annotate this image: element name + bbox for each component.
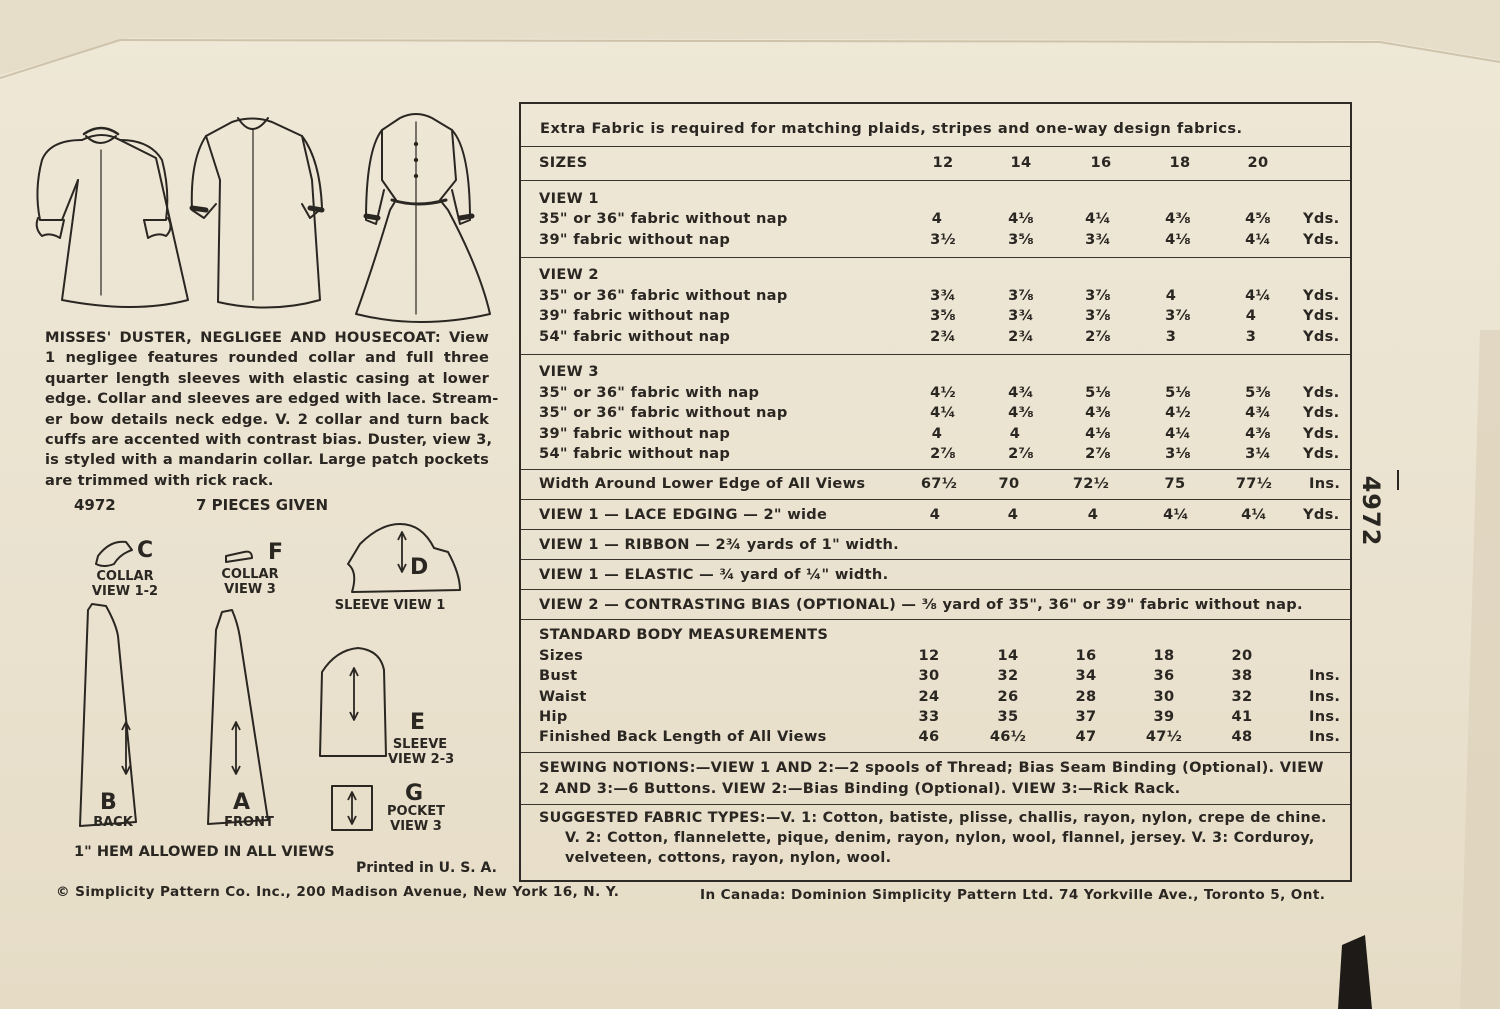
row-unit: Yds. <box>1303 328 1340 345</box>
sewing-notions-line: 2 AND 3:—6 Buttons. VIEW 2:—Bias Binding (Optional). VIEW 3:—Rick Rack. <box>539 780 1181 797</box>
piece-label-a: FRONT <box>224 815 274 830</box>
row-value: 3⅞ <box>1085 307 1111 324</box>
row-value: 26 <box>997 688 1019 705</box>
piece-letter-b: B <box>100 790 117 815</box>
row-value: 4 <box>929 506 941 523</box>
row-value: 41 <box>1231 708 1253 725</box>
row-value: 4¼ <box>1245 231 1271 248</box>
row-value: 4¼ <box>1163 506 1189 523</box>
fabric-types-line: SUGGESTED FABRIC TYPES:—V. 1: Cotton, batiste, plisse, challis, rayon, nylon, crepe de chine. <box>539 810 1327 826</box>
row-value: 4⅝ <box>1245 210 1271 227</box>
row-value: 4 <box>931 425 943 442</box>
row-label: Waist <box>539 688 587 705</box>
table-divider <box>521 354 1350 355</box>
row-value: 3 <box>1245 328 1257 345</box>
row-value: 2¾ <box>930 328 956 345</box>
size-col-16: 16 <box>1090 154 1112 171</box>
fabric-types-line: V. 2: Cotton, flannelette, pique, denim, rayon, nylon, wool, flannel, jersey. V. 3: Corduroy, <box>565 830 1315 846</box>
row-unit: Yds. <box>1303 384 1340 401</box>
row-value: 3¾ <box>1085 231 1111 248</box>
table-divider <box>521 559 1350 560</box>
row-value: 46½ <box>989 728 1027 745</box>
row-value: 5⅛ <box>1165 384 1191 401</box>
row-value: 36 <box>1153 667 1175 684</box>
row-value: 4 <box>1165 287 1177 304</box>
piece-label-c-line2: VIEW 1-2 <box>91 584 159 599</box>
row-value: 4¼ <box>930 404 956 421</box>
row-value: 4⅜ <box>1085 404 1111 421</box>
row-label: 35" or 36" fabric with nap <box>539 384 760 401</box>
collar-f-piece <box>226 552 252 562</box>
view-1-sketch <box>37 128 188 307</box>
piece-label-f-line2: VIEW 3 <box>224 582 276 597</box>
row-label: Hip <box>539 708 568 725</box>
row-unit: Ins. <box>1309 728 1341 745</box>
row-value: 28 <box>1075 688 1097 705</box>
row-value: 12 <box>918 647 940 664</box>
row-unit: Yds. <box>1303 231 1340 248</box>
table-divider <box>521 469 1350 470</box>
printed-in: Printed in U. S. A. <box>356 860 497 876</box>
row-value: 4⅛ <box>1008 210 1034 227</box>
piece-label-b: BACK <box>93 815 133 830</box>
row-value: 4¼ <box>1085 210 1111 227</box>
row-value: 14 <box>997 647 1019 664</box>
row-unit: Ins. <box>1309 667 1341 684</box>
row-label: 35" or 36" fabric without nap <box>539 404 788 421</box>
size-col-20: 20 <box>1247 154 1269 171</box>
row-value: 5⅛ <box>1085 384 1111 401</box>
description-line: er bow details neck edge. V. 2 collar and turn back <box>45 410 489 428</box>
fabric-types-line: velveteen, cottons, rayon, nylon, wool. <box>565 850 892 866</box>
extra-fabric-note: Extra Fabric is required for matching plaids, stripes and one-way design fabrics. <box>540 120 1243 137</box>
piece-label-d: SLEEVE VIEW 1 <box>334 598 446 613</box>
size-col-14: 14 <box>1010 154 1032 171</box>
row-label: 54" fabric without nap <box>539 445 731 462</box>
side-pattern-number-text: 4972 <box>1357 475 1385 547</box>
description-line: is styled with a mandarin collar. Large patch pockets <box>45 451 489 469</box>
piece-letter-e: E <box>410 710 426 735</box>
row-value: 18 <box>1153 647 1175 664</box>
elastic-row: VIEW 1 — ELASTIC — ¾ yard of ¼" width. <box>539 566 889 583</box>
row-value: 4 <box>1087 506 1099 523</box>
row-value: 4¼ <box>1165 425 1191 442</box>
table-divider <box>521 752 1350 753</box>
row-value: 4 <box>1245 307 1257 324</box>
table-divider <box>521 619 1350 620</box>
size-col-12: 12 <box>932 154 954 171</box>
piece-label-g-line1: POCKET <box>387 804 445 819</box>
row-value: 4 <box>931 210 943 227</box>
view-1-title: VIEW 1 <box>539 190 599 207</box>
row-value: 35 <box>997 708 1019 725</box>
row-value: 30 <box>1153 688 1175 705</box>
row-value: 24 <box>918 688 940 705</box>
table-divider <box>521 499 1350 500</box>
row-value: 4¼ <box>1245 287 1271 304</box>
row-label: 39" fabric without nap <box>539 231 731 248</box>
row-unit: Ins. <box>1309 475 1341 492</box>
row-value: 3¾ <box>930 287 956 304</box>
row-value: 75 <box>1164 475 1186 492</box>
table-divider <box>521 257 1350 258</box>
piece-label-e-line1: SLEEVE <box>392 737 448 752</box>
pieces-given: 7 PIECES GIVEN <box>196 496 329 514</box>
piece-label-e-line2: VIEW 2-3 <box>388 752 455 767</box>
row-unit: Yds. <box>1303 445 1340 462</box>
garment-sketches <box>20 100 510 330</box>
row-value: 3¼ <box>1245 445 1271 462</box>
row-unit: Ins. <box>1309 708 1341 725</box>
bias-row: VIEW 2 — CONTRASTING BIAS (OPTIONAL) — ⅜ yard of 35", 36" or 39" fabric without nap. <box>539 596 1303 613</box>
piece-letter-a: A <box>233 790 251 815</box>
row-value: 32 <box>997 667 1019 684</box>
row-value: 4½ <box>1165 404 1191 421</box>
row-value: 4¼ <box>1241 506 1267 523</box>
description-line: are trimmed with rick rack. <box>45 471 274 489</box>
row-unit: Yds. <box>1303 210 1340 227</box>
row-value: 47½ <box>1145 728 1183 745</box>
row-value: 2⅞ <box>1008 445 1034 462</box>
row-unit: Yds. <box>1303 287 1340 304</box>
row-value: 4⅛ <box>1085 425 1111 442</box>
description-line: edge. Collar and sleeves are edged with lace. Stream- <box>45 390 499 408</box>
row-value: 3¾ <box>1008 307 1034 324</box>
table-divider <box>521 589 1350 590</box>
piece-label-e <box>388 737 455 767</box>
row-value: 30 <box>918 667 940 684</box>
row-value: 72½ <box>1072 475 1110 492</box>
row-value: 3⅞ <box>1008 287 1034 304</box>
description-line: quarter length sleeves with elastic casing at lower <box>45 369 489 387</box>
size-col-18: 18 <box>1169 154 1191 171</box>
hem-note: 1" HEM ALLOWED IN ALL VIEWS <box>74 843 335 860</box>
publisher-footer: © Simplicity Pattern Co. Inc., 200 Madison Avenue, New York 16, N. Y. <box>56 884 620 900</box>
row-label: VIEW 1 — LACE EDGING — 2" wide <box>539 506 828 523</box>
row-value: 20 <box>1231 647 1253 664</box>
collar-c-piece <box>96 542 132 566</box>
row-value: 2⅞ <box>930 445 956 462</box>
row-value: 3⅞ <box>1085 287 1111 304</box>
row-label: 39" fabric without nap <box>539 307 731 324</box>
row-value: 47 <box>1075 728 1097 745</box>
row-value: 3½ <box>930 231 956 248</box>
view-2-sketch <box>192 118 322 308</box>
view-3-title: VIEW 3 <box>539 363 599 380</box>
row-value: 3⅛ <box>1165 445 1191 462</box>
pattern-number: 4972 <box>74 496 116 514</box>
piece-label-g <box>382 804 450 834</box>
view-3-sketch <box>356 114 490 322</box>
row-value: 4¾ <box>1008 384 1034 401</box>
row-value: 34 <box>1075 667 1097 684</box>
body-measurements-title: STANDARD BODY MEASUREMENTS <box>539 626 829 643</box>
row-label: 35" or 36" fabric without nap <box>539 210 788 227</box>
row-value: 46 <box>918 728 940 745</box>
row-value: 5⅜ <box>1245 384 1271 401</box>
row-value: 67½ <box>920 475 958 492</box>
row-label: 35" or 36" fabric without nap <box>539 287 788 304</box>
sizes-header: SIZES <box>539 154 588 171</box>
table-divider <box>521 146 1350 147</box>
row-value: 4⅜ <box>1008 404 1034 421</box>
row-unit: Yds. <box>1303 506 1340 523</box>
row-label: Finished Back Length of All Views <box>539 728 827 745</box>
row-value: 70 <box>998 475 1020 492</box>
row-value: 38 <box>1231 667 1253 684</box>
row-value: 2⅞ <box>1085 328 1111 345</box>
sewing-notions-line: SEWING NOTIONS:—VIEW 1 AND 2:—2 spools of Thread; Bias Seam Binding (Optional). VIEW <box>539 759 1324 776</box>
piece-letter-d: D <box>410 555 429 580</box>
pattern-description <box>45 328 499 491</box>
piece-label-f <box>218 567 282 597</box>
row-value: 3⅞ <box>1165 307 1191 324</box>
sleeve-e-piece <box>320 648 386 756</box>
piece-letter-c: C <box>137 538 154 563</box>
table-divider <box>521 180 1350 181</box>
row-value: 3⅝ <box>930 307 956 324</box>
row-value: 39 <box>1153 708 1175 725</box>
row-value: 4 <box>1009 425 1021 442</box>
row-value: 2¾ <box>1008 328 1034 345</box>
row-value: 2⅞ <box>1085 445 1111 462</box>
side-pattern-number <box>1351 466 1391 556</box>
row-value: 16 <box>1075 647 1097 664</box>
row-value: 3 <box>1165 328 1177 345</box>
row-value: 4½ <box>930 384 956 401</box>
row-value: 48 <box>1231 728 1253 745</box>
canada-footer: In Canada: Dominion Simplicity Pattern Ltd. 74 Yorkville Ave., Toronto 5, Ont. <box>700 887 1326 903</box>
table-divider <box>521 804 1350 805</box>
row-unit: Yds. <box>1303 404 1340 421</box>
row-label: Sizes <box>539 647 584 664</box>
row-label: Bust <box>539 667 578 684</box>
piece-letter-f: F <box>268 540 284 565</box>
table-divider <box>521 529 1350 530</box>
row-unit: Yds. <box>1303 307 1340 324</box>
piece-label-c-line1: COLLAR <box>96 569 154 584</box>
description-line: 1 negligee features rounded collar and full three <box>45 349 489 367</box>
row-value: 4⅛ <box>1165 231 1191 248</box>
row-value: 3⅝ <box>1008 231 1034 248</box>
description-line: cuffs are accented with contrast bias. Duster, view 3, <box>45 431 493 449</box>
row-value: 4⅜ <box>1245 425 1271 442</box>
row-value: 37 <box>1075 708 1097 725</box>
piece-label-c <box>90 569 160 599</box>
envelope-tab-mark <box>1338 935 1372 1009</box>
row-value: 32 <box>1231 688 1253 705</box>
piece-label-f-line1: COLLAR <box>221 567 279 582</box>
ribbon-row: VIEW 1 — RIBBON — 2¾ yards of 1" width. <box>539 536 900 553</box>
row-label: Width Around Lower Edge of All Views <box>539 475 866 492</box>
row-label: 39" fabric without nap <box>539 425 731 442</box>
row-value: 33 <box>918 708 940 725</box>
row-value: 4¾ <box>1245 404 1271 421</box>
description-line: MISSES' DUSTER, NEGLIGEE AND HOUSECOAT: View <box>45 329 489 346</box>
row-value: 4 <box>1007 506 1019 523</box>
view-2-title: VIEW 2 <box>539 266 599 283</box>
row-unit: Yds. <box>1303 425 1340 442</box>
row-label: 54" fabric without nap <box>539 328 731 345</box>
row-value: 4⅜ <box>1165 210 1191 227</box>
yardage-table <box>519 102 1352 882</box>
row-value: 77½ <box>1235 475 1273 492</box>
row-unit: Ins. <box>1309 688 1341 705</box>
piece-label-g-line2: VIEW 3 <box>390 819 442 834</box>
piece-letter-g: G <box>405 781 424 806</box>
